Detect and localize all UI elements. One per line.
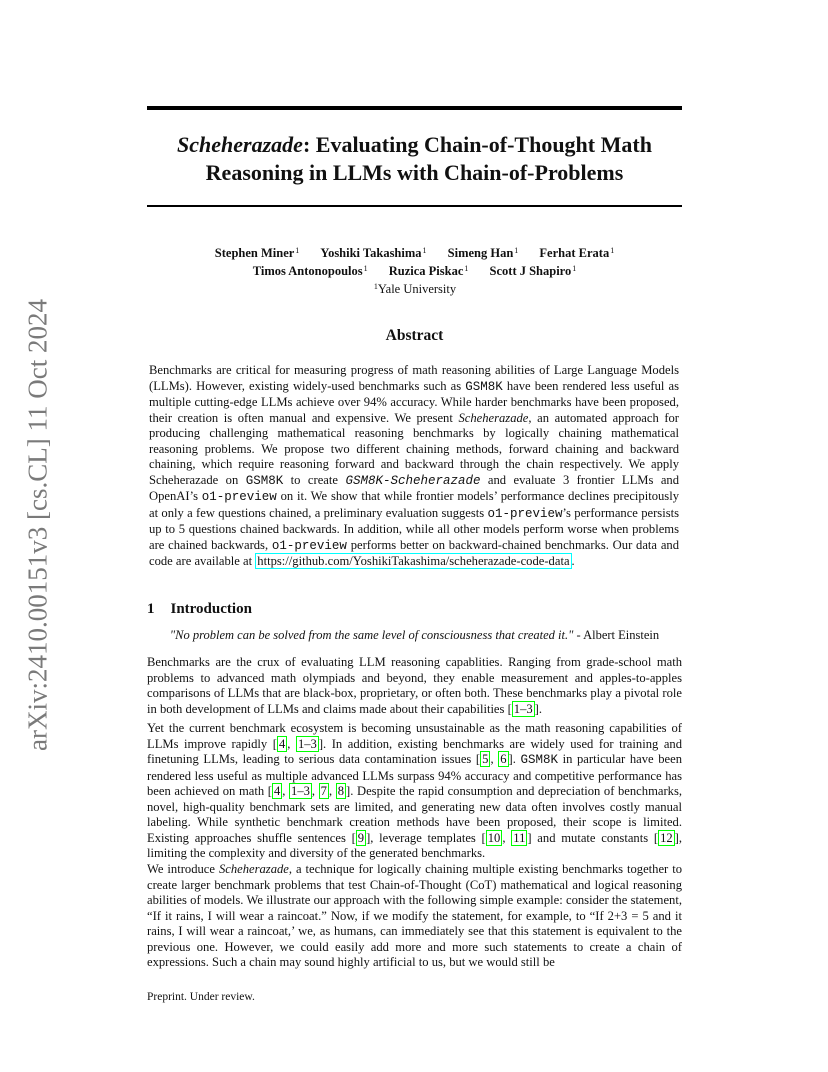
citation-link[interactable]: 12 xyxy=(660,830,673,845)
citation-link[interactable]: 4 xyxy=(273,784,281,798)
author: Ferhat Erata$^1$ xyxy=(539,246,615,260)
github-link[interactable]: https://github.com/YoshikiTakashima/scheherazade-code-data xyxy=(257,554,570,568)
citation-link[interactable]: 1–3 xyxy=(297,736,317,751)
title-top-rule xyxy=(147,106,682,110)
author: Simeng Han$^1$ xyxy=(447,246,519,260)
quote-attribution: - Albert Einstein xyxy=(573,628,660,642)
citation-link[interactable]: 8 xyxy=(337,784,345,798)
affiliation: $^1$Yale University xyxy=(373,282,457,296)
paragraph-1: Benchmarks are the crux of evaluating LLM reasoning capablities. Ranging from grade-school math problems to advanced math olympiads and beyond, they enable measurement and apples-to-apples comparisons of LLMs that are black-box, proprietary, or often both. These benchmarks play a pivotal role in both development of LLMs and claims made about their capabilities [ 1–3 ]. xyxy=(147,655,682,716)
footer-note: Preprint. Under review. xyxy=(147,991,255,1003)
abstract-heading: Abstract xyxy=(385,327,444,344)
author: Stephen Miner$^1$ xyxy=(214,246,300,260)
citation-link[interactable]: 5 xyxy=(482,752,489,766)
title-line2: Reasoning in LLMs with Chain-of-Problems xyxy=(205,160,624,185)
paragraph-3: We introduce Scheherazade, a technique for logically chaining multiple existing benchmarks together to create larger benchmark problems that test Chain-of-Thought (CoT) mathematical and logical reasoning abilities of models. We illustrate our approach with the following simple example: consider the statement, “If it rains, I will wear a raincoat.” Now, if we modify the statement, for example, to “If 2+3 = 5 and it rains, I will wear a raincoat,’ we, as humans, can immediately see that this statement is equivalent to the previous one. However, we could easily add more and more such statements to create a chain of expressions. Such a chain may sound highly artificial to us, but we would still be xyxy=(147,862,682,969)
arxiv-id-text: arXiv:2410.00151v3 [cs.CL] 11 Oct 2024 xyxy=(22,299,53,751)
gsm8k-code: GSM8K xyxy=(465,379,503,394)
quote-text: "No problem can be solved from the same level of consciousness that created it." xyxy=(169,628,574,642)
epigraph xyxy=(147,628,682,643)
title-italic: Scheherazade xyxy=(177,132,303,157)
citation-link[interactable]: 1–3 xyxy=(291,784,310,798)
title-line1: : Evaluating Chain-of-Thought Math xyxy=(302,132,652,157)
paragraph-2: Yet the current benchmark ecosystem is becoming unsustainable as the math reasoning capabilities of LLMs improve rapidly [ 4 , 1–3 ]. In addition, existing benchmarks are widely used for training and finetuning LLMs, leading to serious data contamination issues [ 5 , 6 ]. GSM8K in particular have been rendered less useful as multiple advanced LLMs surpass 94% accuracy and competitive performance has been achieved on math [ 4 , 1–3 , 7 , 8 ]. Despite the rapid consumption and depreciation of benchmarks, novel, high-quality benchmark sets are limited, and generating new data often involves costly manual labeling. While synthetic benchmark creation methods have been proposed, their scope is limited. Existing approaches shuffle sentences [ 9 ], leverage templates [ 10 , 11 ] and mutate constants [ 12 ], limiting the complexity and diversity of the generated benchmarks. xyxy=(147,721,683,860)
title-bottom-rule xyxy=(147,205,682,207)
author-row-2 xyxy=(147,261,682,279)
citation-link[interactable]: 6 xyxy=(500,752,507,766)
author-block xyxy=(147,243,682,297)
citation-link[interactable]: 4 xyxy=(278,736,286,751)
section-heading xyxy=(147,601,252,618)
author-row-1 xyxy=(147,243,682,261)
citation-link[interactable]: 1–3 xyxy=(513,701,533,716)
author: Timos Antonopoulos$^1$ xyxy=(252,264,368,278)
abstract-body: Benchmarks are critical for measuring progress of math reasoning abilities of Large Language Models (LLMs). However, existing widely-used benchmarks such as GSM8K have been rendered less useful as multiple cutting-edge LLMs achieve over 94% accuracy. While harder benchmarks have been proposed, their creation is often manual and expensive. We present Scheherazade, an automated approach for producing challenging mathematical reasoning benchmarks by logically chaining mathematical reasoning problems. We propose two different chaining methods, forward chaining and backward chaining, which require reasoning forward and backward through the chain respectively. We apply Scheherazade on GSM8K to create GSM8K-Scheherazade and evaluate 3 frontier LLMs and OpenAI’s o1-preview on it. We show that while frontier models’ performance declines precipitously at only a few questions chained, a preliminary evaluation suggests o1-preview’s performance persists up to 5 questions chained backwards. In addition, while all other models perform worse when problems are chained backwards, o1-preview performs better on backward-chained benchmarks. Our data and code are available at https://github.com/YoshikiTakashima/scheherazade-code-data . xyxy=(149,363,680,568)
section-number: 1 xyxy=(147,601,155,617)
author: Yoshiki Takashima$^1$ xyxy=(320,246,427,260)
section-title: Introduction xyxy=(170,601,252,617)
citation-link[interactable]: 7 xyxy=(320,784,327,798)
paper-title xyxy=(147,131,682,187)
citation-link[interactable]: 9 xyxy=(357,830,365,845)
arxiv-identifier xyxy=(8,290,68,760)
author: Scott J Shapiro$^1$ xyxy=(489,264,577,278)
citation-link[interactable]: 11 xyxy=(513,830,526,845)
author: Ruzica Piskac$^1$ xyxy=(388,264,469,278)
citation-link[interactable]: 10 xyxy=(487,830,501,845)
